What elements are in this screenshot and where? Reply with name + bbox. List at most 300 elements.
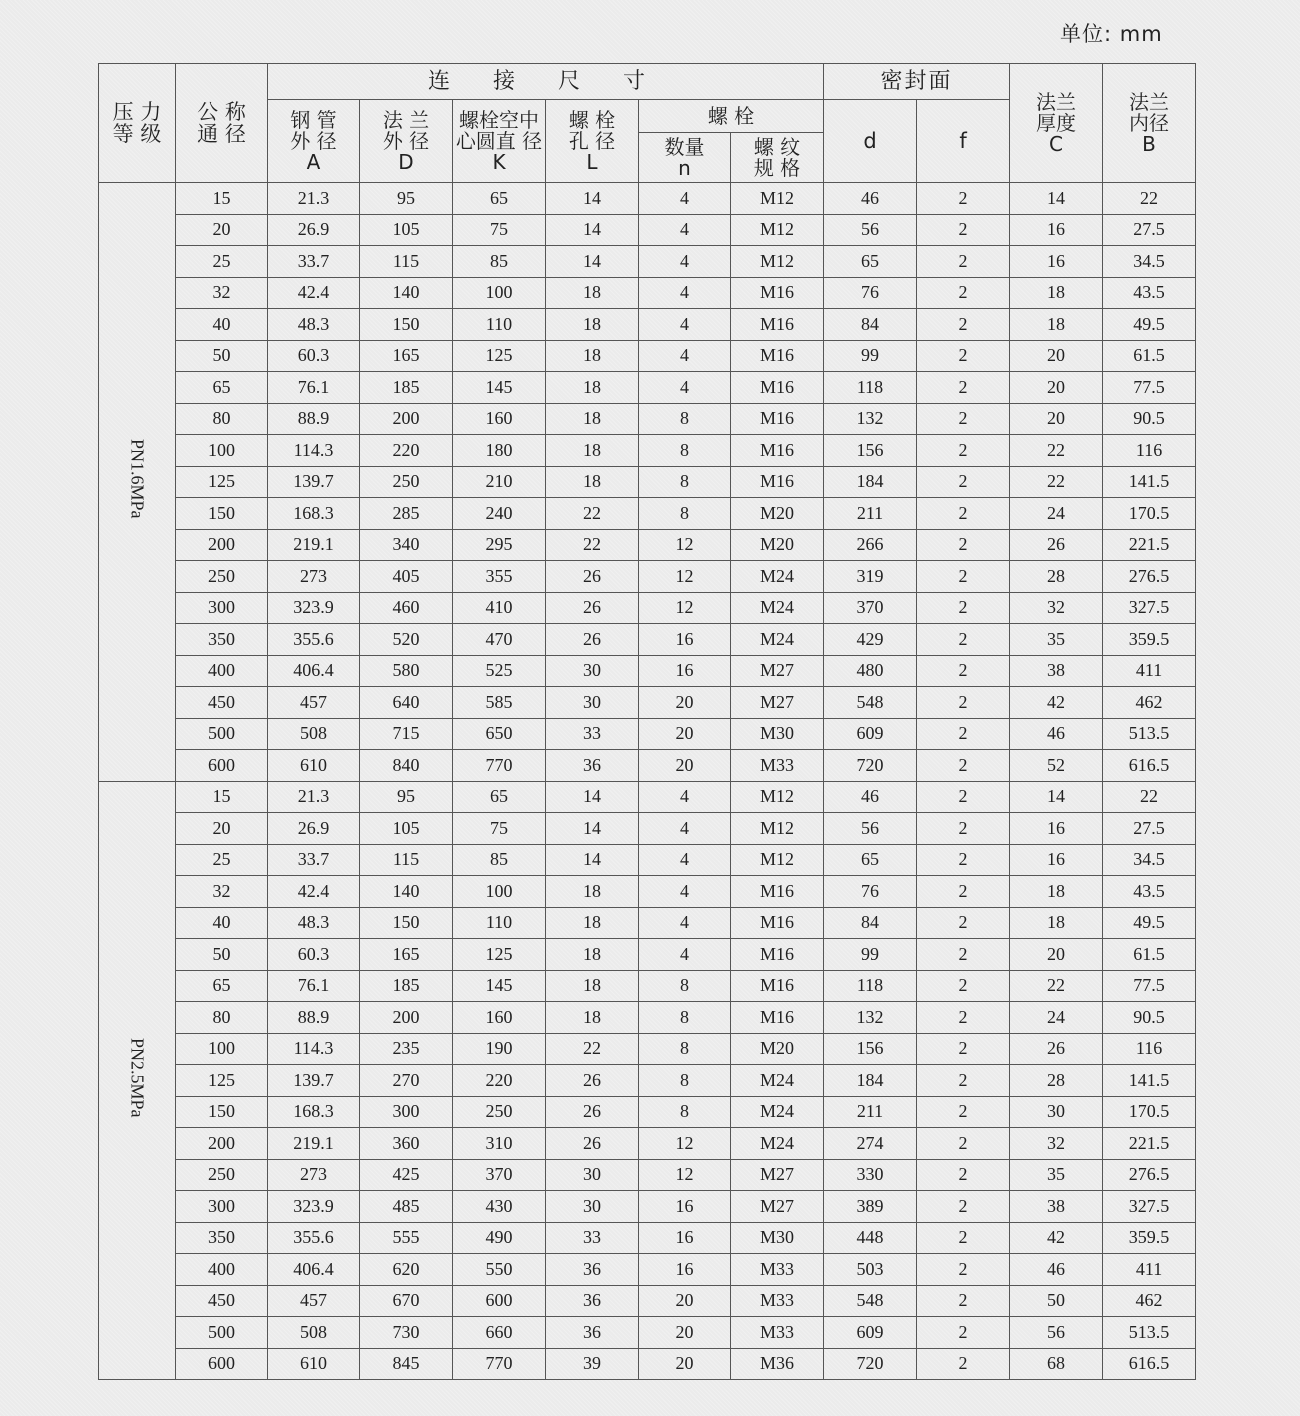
cell-thread-spec: M12 [731,183,824,215]
cell-thread-spec: M36 [731,1348,824,1380]
cell-flange-od: 165 [360,939,453,971]
cell-bolt-circle: 550 [453,1254,546,1286]
cell-seal-d: 65 [824,844,917,876]
cell-bolt-circle: 160 [453,403,546,435]
table-body [99,183,1196,1380]
table-row [99,1128,1196,1160]
cell-bolt-hole: 18 [546,309,639,341]
cell-thickness: 42 [1010,687,1103,719]
table-row [99,1159,1196,1191]
cell-inner-dia: 77.5 [1103,970,1196,1002]
cell-inner-dia: 359.5 [1103,1222,1196,1254]
cell-seal-f: 2 [917,1159,1010,1191]
cell-thickness: 52 [1010,750,1103,782]
cell-nominal-size: 32 [176,277,268,309]
cell-thread-spec: M12 [731,844,824,876]
cell-bolt-circle: 410 [453,592,546,624]
cell-seal-f: 2 [917,435,1010,467]
cell-seal-d: 429 [824,624,917,656]
cell-inner-dia: 276.5 [1103,561,1196,593]
cell-pipe-od: 76.1 [268,970,360,1002]
cell-inner-dia: 513.5 [1103,718,1196,750]
cell-bolt-count: 4 [639,813,731,845]
cell-bolt-circle: 470 [453,624,546,656]
cell-nominal-size: 50 [176,939,268,971]
cell-bolt-hole: 14 [546,781,639,813]
table-row [99,939,1196,971]
cell-bolt-count: 4 [639,372,731,404]
cell-thread-spec: M20 [731,529,824,561]
cell-bolt-hole: 14 [546,813,639,845]
cell-pipe-od: 273 [268,561,360,593]
cell-flange-od: 845 [360,1348,453,1380]
cell-pipe-od: 610 [268,1348,360,1380]
cell-pipe-od: 21.3 [268,781,360,813]
cell-bolt-hole: 26 [546,1065,639,1097]
cell-inner-dia: 616.5 [1103,750,1196,782]
cell-seal-f: 2 [917,750,1010,782]
table-row [99,309,1196,341]
cell-bolt-hole: 30 [546,687,639,719]
cell-pipe-od: 48.3 [268,309,360,341]
cell-bolt-hole: 18 [546,939,639,971]
table-row [99,1317,1196,1349]
cell-nominal-size: 50 [176,340,268,372]
cell-thickness: 22 [1010,435,1103,467]
cell-thickness: 50 [1010,1285,1103,1317]
cell-seal-f: 2 [917,1033,1010,1065]
cell-bolt-count: 4 [639,939,731,971]
cell-pipe-od: 60.3 [268,939,360,971]
cell-thread-spec: M20 [731,498,824,530]
cell-flange-od: 185 [360,970,453,1002]
cell-bolt-circle: 125 [453,939,546,971]
table-row [99,718,1196,750]
cell-flange-od: 620 [360,1254,453,1286]
cell-flange-od: 150 [360,907,453,939]
table-row [99,1285,1196,1317]
cell-nominal-size: 350 [176,1222,268,1254]
cell-inner-dia: 327.5 [1103,592,1196,624]
cell-nominal-size: 200 [176,529,268,561]
cell-bolt-hole: 18 [546,340,639,372]
cell-inner-dia: 22 [1103,183,1196,215]
cell-nominal-size: 250 [176,1159,268,1191]
cell-nominal-size: 80 [176,1002,268,1034]
cell-nominal-size: 500 [176,718,268,750]
header-sealing-face: 密封面 [824,64,1010,100]
cell-bolt-circle: 490 [453,1222,546,1254]
cell-thickness: 24 [1010,498,1103,530]
cell-bolt-count: 8 [639,498,731,530]
cell-thread-spec: M24 [731,561,824,593]
table-row [99,561,1196,593]
cell-nominal-size: 300 [176,1191,268,1223]
cell-seal-f: 2 [917,655,1010,687]
cell-inner-dia: 359.5 [1103,624,1196,656]
cell-nominal-size: 600 [176,1348,268,1380]
cell-flange-od: 95 [360,781,453,813]
cell-inner-dia: 170.5 [1103,498,1196,530]
cell-seal-d: 609 [824,1317,917,1349]
cell-bolt-count: 12 [639,561,731,593]
cell-pipe-od: 114.3 [268,435,360,467]
cell-inner-dia: 43.5 [1103,277,1196,309]
cell-thickness: 20 [1010,939,1103,971]
cell-thread-spec: M12 [731,214,824,246]
cell-seal-f: 2 [917,466,1010,498]
cell-bolt-circle: 110 [453,309,546,341]
cell-thread-spec: M16 [731,309,824,341]
cell-thread-spec: M16 [731,340,824,372]
cell-inner-dia: 34.5 [1103,246,1196,278]
cell-seal-f: 2 [917,939,1010,971]
cell-seal-d: 266 [824,529,917,561]
cell-seal-f: 2 [917,970,1010,1002]
cell-thread-spec: M33 [731,750,824,782]
cell-seal-d: 56 [824,813,917,845]
cell-flange-od: 460 [360,592,453,624]
cell-nominal-size: 250 [176,561,268,593]
cell-pipe-od: 457 [268,687,360,719]
cell-seal-d: 274 [824,1128,917,1160]
cell-seal-d: 609 [824,718,917,750]
cell-flange-od: 200 [360,403,453,435]
cell-bolt-count: 8 [639,1065,731,1097]
header-bolt-hole-diameter: 螺 栓 孔 径 L [546,100,639,183]
cell-pipe-od: 457 [268,1285,360,1317]
cell-bolt-circle: 210 [453,466,546,498]
cell-thickness: 26 [1010,1033,1103,1065]
cell-bolt-circle: 355 [453,561,546,593]
cell-flange-od: 140 [360,876,453,908]
cell-nominal-size: 125 [176,466,268,498]
cell-thickness: 26 [1010,529,1103,561]
cell-seal-f: 2 [917,403,1010,435]
cell-seal-f: 2 [917,1348,1010,1380]
cell-seal-d: 448 [824,1222,917,1254]
cell-inner-dia: 116 [1103,435,1196,467]
cell-pipe-od: 323.9 [268,592,360,624]
cell-bolt-circle: 310 [453,1128,546,1160]
cell-flange-od: 730 [360,1317,453,1349]
cell-flange-od: 115 [360,844,453,876]
cell-thread-spec: M16 [731,1002,824,1034]
table-row [99,183,1196,215]
table-row [99,1222,1196,1254]
cell-seal-d: 211 [824,498,917,530]
cell-seal-f: 2 [917,1096,1010,1128]
cell-nominal-size: 80 [176,403,268,435]
cell-seal-d: 720 [824,750,917,782]
cell-nominal-size: 20 [176,214,268,246]
cell-flange-od: 300 [360,1096,453,1128]
cell-inner-dia: 221.5 [1103,1128,1196,1160]
cell-pipe-od: 88.9 [268,403,360,435]
cell-bolt-circle: 145 [453,970,546,1002]
cell-seal-d: 156 [824,1033,917,1065]
cell-nominal-size: 100 [176,435,268,467]
cell-pipe-od: 323.9 [268,1191,360,1223]
cell-thickness: 28 [1010,561,1103,593]
cell-bolt-hole: 18 [546,1002,639,1034]
header-thread-spec: 螺 纹 规 格 [731,133,824,183]
cell-thickness: 16 [1010,844,1103,876]
cell-seal-d: 370 [824,592,917,624]
cell-nominal-size: 25 [176,246,268,278]
cell-seal-d: 118 [824,372,917,404]
cell-bolt-count: 8 [639,466,731,498]
cell-inner-dia: 411 [1103,655,1196,687]
cell-seal-f: 2 [917,907,1010,939]
cell-bolt-count: 4 [639,246,731,278]
cell-bolt-circle: 180 [453,435,546,467]
table-row [99,214,1196,246]
cell-inner-dia: 170.5 [1103,1096,1196,1128]
cell-thread-spec: M12 [731,781,824,813]
cell-seal-d: 99 [824,340,917,372]
cell-pipe-od: 355.6 [268,1222,360,1254]
cell-seal-f: 2 [917,214,1010,246]
table-row [99,372,1196,404]
cell-bolt-count: 16 [639,1191,731,1223]
table-row [99,592,1196,624]
cell-bolt-hole: 36 [546,1254,639,1286]
cell-thickness: 16 [1010,214,1103,246]
cell-thickness: 16 [1010,813,1103,845]
cell-pipe-od: 168.3 [268,498,360,530]
cell-bolt-hole: 18 [546,435,639,467]
cell-bolt-hole: 33 [546,1222,639,1254]
cell-bolt-count: 20 [639,1285,731,1317]
cell-bolt-hole: 36 [546,1285,639,1317]
cell-thread-spec: M27 [731,1159,824,1191]
cell-seal-d: 503 [824,1254,917,1286]
unit-label: 单位: mm [1060,22,1163,46]
cell-bolt-circle: 370 [453,1159,546,1191]
cell-thread-spec: M30 [731,1222,824,1254]
cell-nominal-size: 200 [176,1128,268,1160]
cell-bolt-count: 16 [639,1254,731,1286]
cell-nominal-size: 450 [176,1285,268,1317]
cell-pipe-od: 26.9 [268,214,360,246]
cell-bolt-circle: 525 [453,655,546,687]
cell-inner-dia: 462 [1103,687,1196,719]
cell-thickness: 28 [1010,1065,1103,1097]
cell-thread-spec: M16 [731,435,824,467]
cell-pipe-od: 33.7 [268,246,360,278]
cell-bolt-hole: 26 [546,1128,639,1160]
cell-thread-spec: M33 [731,1285,824,1317]
cell-seal-f: 2 [917,876,1010,908]
table-row [99,340,1196,372]
cell-inner-dia: 116 [1103,1033,1196,1065]
cell-pipe-od: 42.4 [268,277,360,309]
cell-bolt-hole: 18 [546,907,639,939]
table-row [99,403,1196,435]
cell-thread-spec: M27 [731,1191,824,1223]
cell-seal-d: 319 [824,561,917,593]
cell-thread-spec: M16 [731,466,824,498]
cell-pipe-od: 168.3 [268,1096,360,1128]
header-pipe-outer-diameter: 钢 管 外 径 A [268,100,360,183]
cell-inner-dia: 327.5 [1103,1191,1196,1223]
cell-bolt-hole: 18 [546,372,639,404]
cell-thickness: 18 [1010,309,1103,341]
cell-flange-od: 405 [360,561,453,593]
table-row [99,277,1196,309]
pressure-class-cell [99,781,176,1380]
cell-seal-d: 548 [824,1285,917,1317]
table-row [99,466,1196,498]
cell-bolt-count: 4 [639,183,731,215]
cell-bolt-count: 12 [639,1159,731,1191]
cell-thickness: 24 [1010,1002,1103,1034]
cell-seal-f: 2 [917,183,1010,215]
cell-seal-d: 46 [824,781,917,813]
cell-bolt-circle: 600 [453,1285,546,1317]
cell-bolt-hole: 30 [546,655,639,687]
cell-thickness: 56 [1010,1317,1103,1349]
cell-seal-f: 2 [917,277,1010,309]
cell-pipe-od: 88.9 [268,1002,360,1034]
cell-seal-f: 2 [917,624,1010,656]
header-nominal-size: 公 称 通 径 [176,64,268,183]
cell-pipe-od: 42.4 [268,876,360,908]
cell-flange-od: 285 [360,498,453,530]
cell-seal-d: 46 [824,183,917,215]
header-seal-f: f [917,100,1010,183]
cell-seal-f: 2 [917,1002,1010,1034]
cell-seal-f: 2 [917,592,1010,624]
cell-thickness: 20 [1010,372,1103,404]
cell-thread-spec: M30 [731,718,824,750]
table-row [99,970,1196,1002]
cell-nominal-size: 400 [176,655,268,687]
cell-flange-od: 115 [360,246,453,278]
cell-pipe-od: 508 [268,1317,360,1349]
cell-seal-d: 76 [824,277,917,309]
table-row [99,624,1196,656]
cell-seal-f: 2 [917,246,1010,278]
cell-nominal-size: 600 [176,750,268,782]
cell-bolt-circle: 85 [453,246,546,278]
cell-bolt-hole: 36 [546,1317,639,1349]
cell-thread-spec: M16 [731,907,824,939]
cell-nominal-size: 40 [176,907,268,939]
cell-pipe-od: 406.4 [268,655,360,687]
cell-flange-od: 360 [360,1128,453,1160]
cell-flange-od: 555 [360,1222,453,1254]
cell-pipe-od: 273 [268,1159,360,1191]
cell-seal-f: 2 [917,498,1010,530]
cell-bolt-count: 8 [639,435,731,467]
pressure-class-label: PN1.6MPa [127,439,148,519]
cell-inner-dia: 141.5 [1103,466,1196,498]
cell-pipe-od: 508 [268,718,360,750]
cell-seal-d: 156 [824,435,917,467]
cell-seal-f: 2 [917,529,1010,561]
cell-thickness: 46 [1010,718,1103,750]
cell-bolt-circle: 650 [453,718,546,750]
cell-thickness: 42 [1010,1222,1103,1254]
cell-bolt-hole: 30 [546,1159,639,1191]
cell-flange-od: 105 [360,813,453,845]
cell-seal-d: 99 [824,939,917,971]
cell-seal-f: 2 [917,781,1010,813]
cell-nominal-size: 25 [176,844,268,876]
cell-bolt-hole: 18 [546,876,639,908]
cell-flange-od: 150 [360,309,453,341]
cell-bolt-count: 8 [639,403,731,435]
flange-dimension-table [98,63,1196,1380]
cell-seal-f: 2 [917,687,1010,719]
cell-inner-dia: 43.5 [1103,876,1196,908]
cell-bolt-hole: 22 [546,498,639,530]
cell-nominal-size: 20 [176,813,268,845]
cell-bolt-circle: 75 [453,214,546,246]
table-row [99,1002,1196,1034]
cell-seal-d: 720 [824,1348,917,1380]
table-header [99,64,1196,183]
header-bolt-count: 数量 n [639,133,731,183]
cell-bolt-circle: 240 [453,498,546,530]
table-row [99,813,1196,845]
cell-bolt-hole: 14 [546,214,639,246]
cell-bolt-hole: 14 [546,844,639,876]
cell-bolt-circle: 220 [453,1065,546,1097]
cell-bolt-circle: 110 [453,907,546,939]
cell-seal-d: 548 [824,687,917,719]
cell-thickness: 16 [1010,246,1103,278]
cell-seal-d: 84 [824,309,917,341]
cell-seal-f: 2 [917,309,1010,341]
table-row [99,498,1196,530]
table-row [99,1348,1196,1380]
cell-inner-dia: 616.5 [1103,1348,1196,1380]
cell-bolt-count: 12 [639,592,731,624]
cell-bolt-count: 8 [639,1096,731,1128]
cell-pipe-od: 33.7 [268,844,360,876]
cell-bolt-circle: 65 [453,183,546,215]
cell-pipe-od: 355.6 [268,624,360,656]
cell-inner-dia: 27.5 [1103,813,1196,845]
cell-inner-dia: 49.5 [1103,907,1196,939]
cell-seal-d: 184 [824,466,917,498]
cell-bolt-circle: 145 [453,372,546,404]
cell-seal-d: 132 [824,403,917,435]
cell-bolt-count: 4 [639,277,731,309]
cell-bolt-count: 8 [639,970,731,1002]
cell-inner-dia: 411 [1103,1254,1196,1286]
cell-seal-f: 2 [917,844,1010,876]
cell-thickness: 68 [1010,1348,1103,1380]
table-row [99,1096,1196,1128]
cell-thickness: 14 [1010,183,1103,215]
cell-bolt-hole: 36 [546,750,639,782]
cell-bolt-circle: 100 [453,277,546,309]
cell-thread-spec: M27 [731,655,824,687]
cell-bolt-count: 12 [639,1128,731,1160]
cell-pipe-od: 60.3 [268,340,360,372]
table-row [99,246,1196,278]
cell-bolt-circle: 65 [453,781,546,813]
cell-flange-od: 715 [360,718,453,750]
cell-seal-f: 2 [917,1222,1010,1254]
table-row [99,529,1196,561]
header-flange-thickness: 法兰 厚度 C [1010,64,1103,183]
cell-flange-od: 580 [360,655,453,687]
